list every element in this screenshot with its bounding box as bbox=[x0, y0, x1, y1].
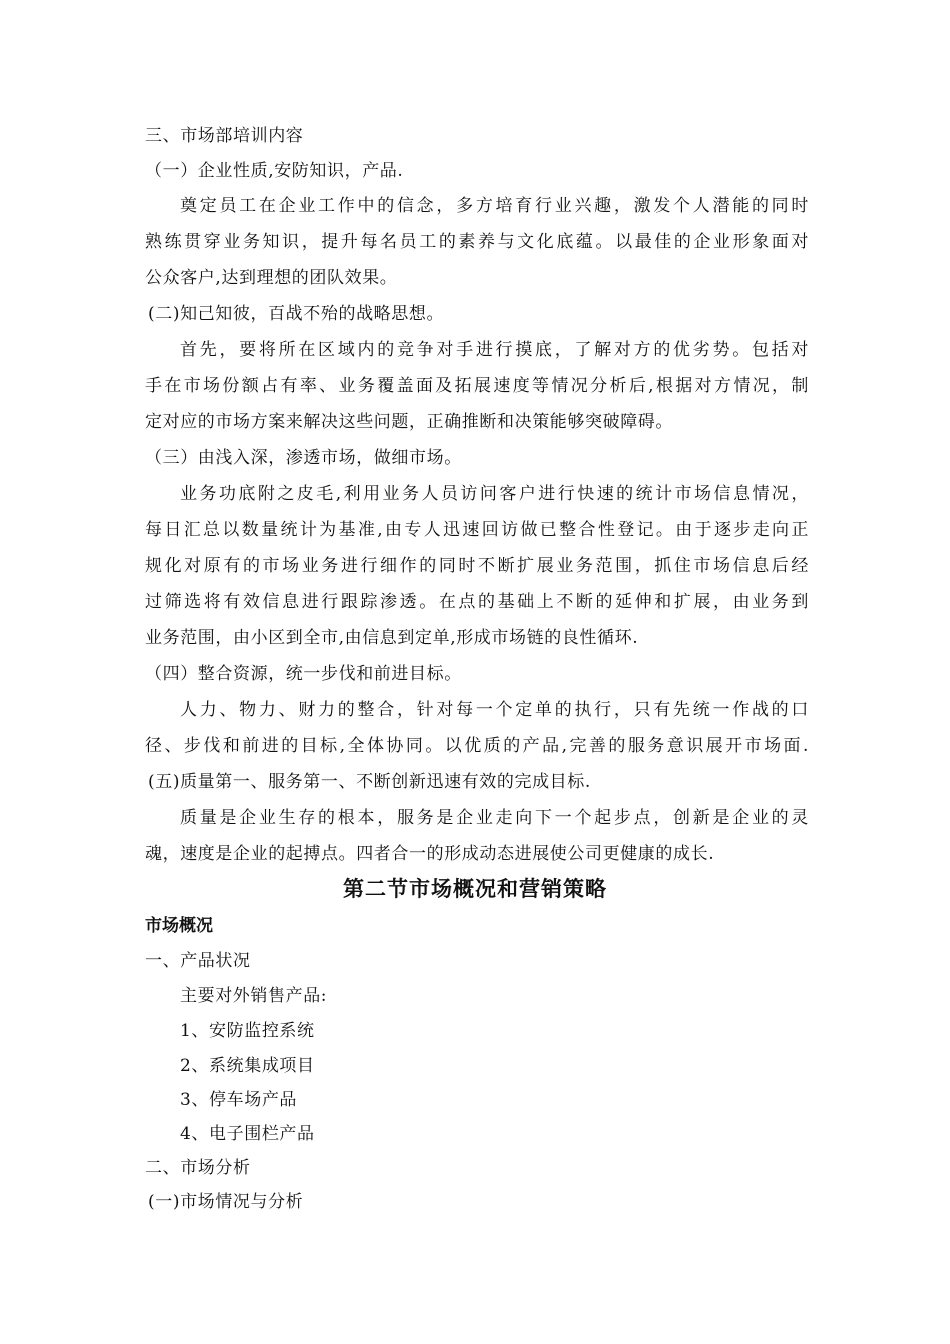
item2-title: (二)知己知彼，百战不殆的战略思想。 bbox=[148, 304, 445, 324]
product-item: 4、电子围栏产品 bbox=[180, 1124, 315, 1144]
item1-body-line: 熟练贯穿业务知识，提升每名员工的素养与文化底蕴。以最佳的企业形象面对 bbox=[145, 232, 809, 252]
item3-body-line: 业务功底附之皮毛,利用业务人员访问客户进行快速的统计市场信息情况， bbox=[180, 484, 809, 504]
part2-title: 二、市场分析 bbox=[145, 1158, 251, 1178]
section3-title: 三、市场部培训内容 bbox=[145, 126, 304, 146]
item2-body-line: 定对应的市场方案来解决这些问题，正确推断和决策能够突破障碍。 bbox=[145, 412, 673, 432]
item1-title: （一）企业性质,安防知识，产品. bbox=[145, 161, 404, 181]
item3-body-line: 过筛选将有效信息进行跟踪渗透。在点的基础上不断的延伸和扩展，由业务到 bbox=[145, 592, 809, 612]
item1-body-line: 奠定员工在企业工作中的信念，多方培育行业兴趣，激发个人潜能的同时 bbox=[180, 196, 809, 216]
item3-body-line: 业务范围，由小区到全市,由信息到定单,形成市场链的良性循环. bbox=[145, 628, 639, 648]
item5-title: (五)质量第一、服务第一、不断创新迅速有效的完成目标. bbox=[148, 772, 591, 792]
product-item: 2、系统集成项目 bbox=[180, 1056, 315, 1076]
subheading: 市场概况 bbox=[145, 916, 213, 936]
item2-body-line: 首先，要将所在区域内的竞争对手进行摸底，了解对方的优劣势。包括对 bbox=[180, 340, 809, 360]
item2-body-line: 手在市场份额占有率、业务覆盖面及拓展速度等情况分析后,根据对方情况，制 bbox=[145, 376, 809, 396]
item1-body-line: 公众客户,达到理想的团队效果。 bbox=[145, 268, 398, 288]
product-item: 3、停车场产品 bbox=[180, 1090, 298, 1110]
products-intro: 主要对外销售产品: bbox=[180, 986, 328, 1006]
item4-body-line: 径、步伐和前进的目标,全体协同。以优质的产品,完善的服务意识展开市场面. bbox=[145, 736, 809, 756]
product-item: 1、安防监控系统 bbox=[180, 1021, 315, 1041]
item3-body-line: 规化对原有的市场业务进行细作的同时不断扩展业务范围，抓住市场信息后经 bbox=[145, 556, 809, 576]
item5-body-line: 魂，速度是企业的起搏点。四者合一的形成动态进展使公司更健康的成长. bbox=[145, 844, 715, 864]
item3-title: （三）由浅入深，渗透市场，做细市场。 bbox=[145, 448, 462, 468]
part2-sub1: (一)市场情况与分析 bbox=[148, 1192, 304, 1212]
section-heading: 第二节市场概况和营销策略 bbox=[343, 877, 607, 901]
item3-body-line: 每日汇总以数量统计为基准,由专人迅速回访做已整合性登记。由于逐步走向正 bbox=[145, 520, 809, 540]
item4-title: （四）整合资源，统一步伐和前进目标。 bbox=[145, 664, 462, 684]
item4-body-line: 人力、物力、财力的整合，针对每一个定单的执行，只有先统一作战的口 bbox=[180, 700, 809, 720]
part1-title: 一、产品状况 bbox=[145, 951, 251, 971]
item5-body-line: 质量是企业生存的根本，服务是企业走向下一个起步点，创新是企业的灵 bbox=[180, 808, 809, 828]
